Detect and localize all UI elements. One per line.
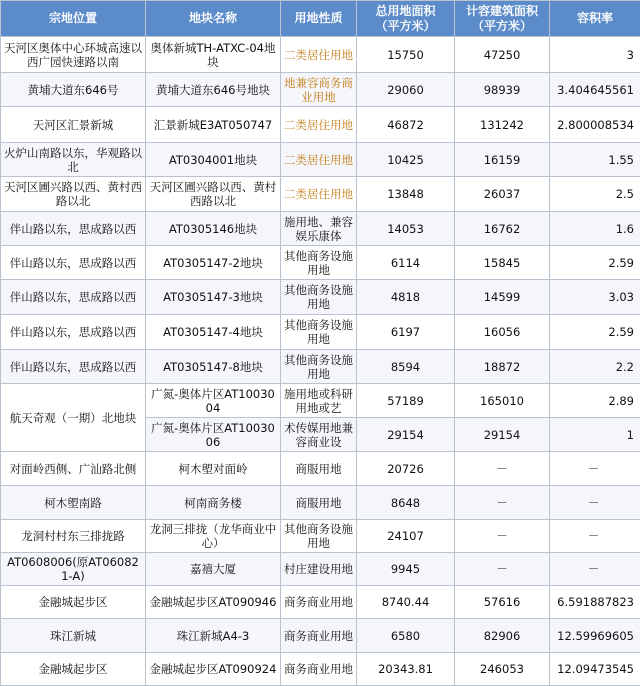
cell-total-area: 8648 — [357, 486, 455, 520]
cell-far: 2.89 — [550, 384, 640, 418]
table-row — [1, 246, 640, 280]
cell-far: 2.59 — [550, 315, 640, 350]
cell-far: 12.09473545 — [550, 653, 640, 686]
cell-land-use: 施用地、兼容娱乐康体 — [281, 212, 357, 246]
cell-land-use: 其他商务设施用地 — [281, 350, 357, 384]
cell-parcel-name: 金融城起步区AT090924 — [146, 653, 281, 686]
cell-land-use: 商务商业用地 — [281, 619, 357, 653]
cell-total-area: 13848 — [357, 177, 455, 212]
cell-far: 12.59969605 — [550, 619, 640, 653]
cell-land-use: 施用地或科研用地或艺 — [281, 384, 357, 418]
cell-location: 天河区汇景新城 — [1, 107, 146, 143]
table-row — [1, 350, 640, 384]
cell-parcel-name: AT0305147-4地块 — [146, 315, 281, 350]
cell-location: 伴山路以东，思成路以西 — [1, 315, 146, 350]
cell-location: 航天奇观（一期）北地块 — [1, 384, 146, 452]
cell-floor-area: 165010 — [455, 384, 550, 418]
cell-floor-area: － — [455, 520, 550, 553]
cell-location: 珠江新城 — [1, 619, 146, 653]
cell-land-use: 其他商务设施用地 — [281, 246, 357, 280]
cell-parcel-name: 金融城起步区AT090946 — [146, 586, 281, 619]
cell-floor-area: － — [455, 486, 550, 520]
header-far: 容积率 — [550, 1, 640, 37]
cell-location: 对面岭西侧、广汕路北侧 — [1, 452, 146, 486]
cell-parcel-name: 珠江新城A4-3 — [146, 619, 281, 653]
cell-floor-area: 16056 — [455, 315, 550, 350]
cell-total-area: 15750 — [357, 37, 455, 73]
cell-location: 黄埔大道东646号 — [1, 73, 146, 107]
cell-floor-area: 14599 — [455, 280, 550, 315]
cell-total-area: 6580 — [357, 619, 455, 653]
cell-far: 2.2 — [550, 350, 640, 384]
cell-location: 天河区奥体中心环城高速以西广园快速路以南 — [1, 37, 146, 73]
cell-parcel-name: AT0305147-2地块 — [146, 246, 281, 280]
table-row — [1, 177, 640, 212]
cell-total-area: 4818 — [357, 280, 455, 315]
table-row — [1, 619, 640, 653]
header-row — [1, 1, 640, 37]
cell-floor-area: 82906 — [455, 619, 550, 653]
cell-land-use: 其他商务设施用地 — [281, 280, 357, 315]
cell-far: 3.404645561 — [550, 73, 640, 107]
cell-parcel-name: 柯南商务楼 — [146, 486, 281, 520]
cell-far: － — [550, 452, 640, 486]
cell-location: 天河区圃兴路以西、黄村西路以北 — [1, 177, 146, 212]
cell-far: 1.6 — [550, 212, 640, 246]
cell-location: 伴山路以东，思成路以西 — [1, 280, 146, 315]
cell-floor-area: 57616 — [455, 586, 550, 619]
cell-location: 金融城起步区 — [1, 586, 146, 619]
cell-location: AT0608006(原AT060821-A) — [1, 553, 146, 586]
table-row — [1, 586, 640, 619]
table-row — [1, 212, 640, 246]
cell-parcel-name: AT0305146地块 — [146, 212, 281, 246]
cell-total-area: 29154 — [357, 418, 455, 452]
cell-total-area: 6114 — [357, 246, 455, 280]
cell-total-area: 10425 — [357, 143, 455, 177]
cell-total-area: 9945 — [357, 553, 455, 586]
cell-land-use: 二类居住用地 — [281, 107, 357, 143]
cell-total-area: 57189 — [357, 384, 455, 418]
cell-location: 龙洞村村东三排拢路 — [1, 520, 146, 553]
cell-parcel-name: 黄埔大道东646号地块 — [146, 73, 281, 107]
cell-parcel-name: AT0304001地块 — [146, 143, 281, 177]
cell-floor-area: 131242 — [455, 107, 550, 143]
cell-total-area: 29060 — [357, 73, 455, 107]
cell-land-use: 商务商业用地 — [281, 586, 357, 619]
cell-total-area: 20726 — [357, 452, 455, 486]
table-row — [1, 143, 640, 177]
cell-parcel-name: 龙洞三排拢（龙华商业中心） — [146, 520, 281, 553]
cell-land-use: 商服用地 — [281, 486, 357, 520]
cell-parcel-name: 汇景新城E3AT050747 — [146, 107, 281, 143]
cell-land-use: 其他商务设施用地 — [281, 315, 357, 350]
table-row — [1, 280, 640, 315]
cell-location: 金融城起步区 — [1, 653, 146, 686]
cell-land-use: 术传媒用地兼容商业设 — [281, 418, 357, 452]
header-floor-area: 计容建筑面积 （平方米） — [455, 1, 550, 37]
cell-far: 6.591887823 — [550, 586, 640, 619]
cell-land-use: 地兼容商务商业用地 — [281, 73, 357, 107]
cell-floor-area: － — [455, 452, 550, 486]
cell-far: 3 — [550, 37, 640, 73]
cell-far: － — [550, 486, 640, 520]
cell-total-area: 24107 — [357, 520, 455, 553]
cell-land-use: 村庄建设用地 — [281, 553, 357, 586]
cell-parcel-name: 嘉禧大厦 — [146, 553, 281, 586]
cell-land-use: 二类居住用地 — [281, 143, 357, 177]
cell-parcel-name: AT0305147-3地块 — [146, 280, 281, 315]
table-row — [1, 384, 640, 418]
cell-floor-area: 47250 — [455, 37, 550, 73]
cell-parcel-name: 天河区圃兴路以西、黄村西路以北 — [146, 177, 281, 212]
cell-location: 伴山路以东，思成路以西 — [1, 350, 146, 384]
cell-land-use: 商服用地 — [281, 452, 357, 486]
cell-floor-area: 16762 — [455, 212, 550, 246]
header-location: 宗地位置 — [1, 1, 146, 37]
cell-floor-area: 26037 — [455, 177, 550, 212]
table-row — [1, 553, 640, 586]
cell-location: 柯木塱南路 — [1, 486, 146, 520]
cell-total-area: 20343.81 — [357, 653, 455, 686]
cell-far: 1.55 — [550, 143, 640, 177]
cell-parcel-name: 广氮-奥体片区AT1003006 — [146, 418, 281, 452]
cell-parcel-name: 奥体新城TH-ATXC-04地块 — [146, 37, 281, 73]
cell-far: － — [550, 553, 640, 586]
cell-total-area: 8594 — [357, 350, 455, 384]
cell-parcel-name: 广氮-奥体片区AT1003004 — [146, 384, 281, 418]
cell-land-use: 商务商业用地 — [281, 653, 357, 686]
cell-total-area: 8740.44 — [357, 586, 455, 619]
table-row — [1, 37, 640, 73]
cell-floor-area: 29154 — [455, 418, 550, 452]
cell-land-use: 其他商务设施用地 — [281, 520, 357, 553]
cell-total-area: 14053 — [357, 212, 455, 246]
cell-land-use: 二类居住用地 — [281, 37, 357, 73]
cell-location: 火炉山南路以东，华观路以北 — [1, 143, 146, 177]
cell-far: 2.59 — [550, 246, 640, 280]
header-parcel-name: 地块名称 — [146, 1, 281, 37]
cell-land-use: 二类居住用地 — [281, 177, 357, 212]
cell-parcel-name: 柯木塱对面岭 — [146, 452, 281, 486]
cell-far: － — [550, 520, 640, 553]
cell-floor-area: 246053 — [455, 653, 550, 686]
cell-floor-area: － — [455, 553, 550, 586]
cell-floor-area: 15845 — [455, 246, 550, 280]
cell-parcel-name: AT0305147-8地块 — [146, 350, 281, 384]
table-row — [1, 73, 640, 107]
cell-far: 2.5 — [550, 177, 640, 212]
cell-far: 1 — [550, 418, 640, 452]
table-row — [1, 486, 640, 520]
table-row — [1, 107, 640, 143]
cell-floor-area: 98939 — [455, 73, 550, 107]
cell-total-area: 6197 — [357, 315, 455, 350]
cell-location: 伴山路以东，思成路以西 — [1, 246, 146, 280]
table-row — [1, 452, 640, 486]
table-row — [1, 653, 640, 686]
cell-location: 伴山路以东，思成路以西 — [1, 212, 146, 246]
header-land-use: 用地性质 — [281, 1, 357, 37]
cell-floor-area: 18872 — [455, 350, 550, 384]
cell-total-area: 46872 — [357, 107, 455, 143]
table-row — [1, 315, 640, 350]
header-total-area: 总用地面积 （平方米） — [357, 1, 455, 37]
table-row — [1, 520, 640, 553]
cell-far: 3.03 — [550, 280, 640, 315]
cell-floor-area: 16159 — [455, 143, 550, 177]
cell-far: 2.800008534 — [550, 107, 640, 143]
